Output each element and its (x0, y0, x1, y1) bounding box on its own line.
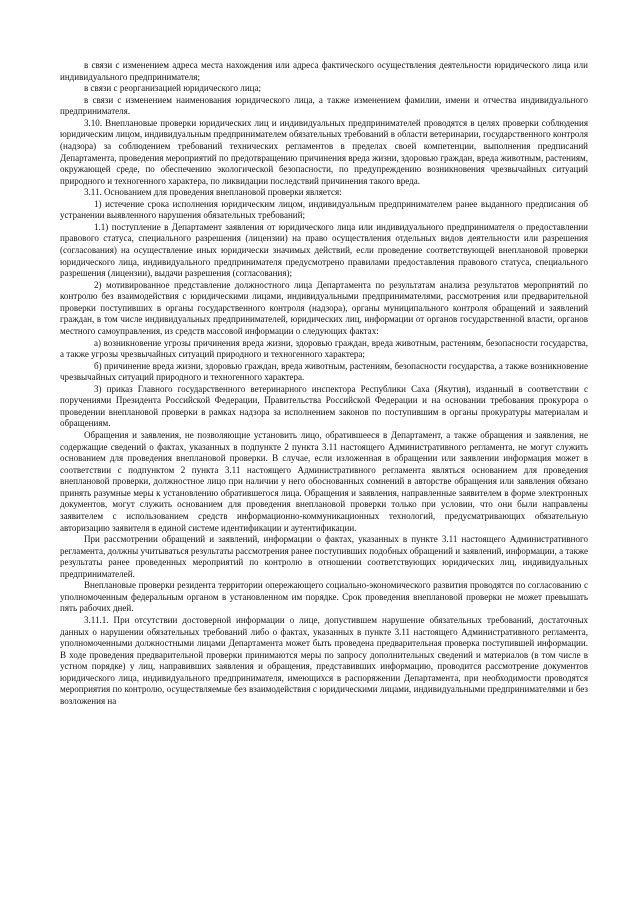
paragraph-appeals: Обращения и заявления, не позволяющие установить лицо, обратившееся в Департамент, а также обращения и заявления, не содержащие сведений о фактах, указанных в подпункте 2 пункта 3.11 настоящего Административного регламента, не могут служить основанием для проведения внеплановой проверки. В случае, если изложенная в обращении или заявлении информация может в соответствии с подпунктом 2 пункта 3.11 настоящего Административного регламента являться основанием для проведения внеплановой проверки, должностное лицо при наличии у него обоснованных сомнений в авторстве обращения или заявления обязано принять разумные меры к установлению обратившегося лица. Обращения и заявления, направленные заявителем в форме электронных документов, могут служить основанием для проведения внеплановой проверки только при условии, что они были направлены заявителем с использованием средств информационно-коммуникационных технологий, предусматривающих обязательную авторизацию заявителя в единой системе идентификации и аутентификации. (60, 430, 588, 533)
paragraph-item-2: 2) мотивированное представление должностного лица Департамента по результатам анализа результатов мероприятий по контролю без взаимодействия с юридическими лицами, индивидуальными предпринимателями, рассмотрения или предварительной проверки поступивших в органы государственного контроля (надзора), органы муниципального контроля обращений и заявлений граждан, в том числе индивидуальных предпринимателей, юридических лиц, информации от органов государственной власти, органов местного самоуправления, из средств массовой информации о следующих фактах: (60, 279, 588, 336)
paragraph-3-11-1: 3.11.1. При отсутствии достоверной информации о лице, допустившем нарушение обязательных требований, достаточных данных о нарушении обязательных требований либо о фактах, указанных в пункте 3.11 настоящего Административного регламента, уполномоченными должностными лицами Департамента может быть проведена предварительная проверка поступившей информации. В ходе проведения предварительной проверки принимаются меры по запросу дополнительных сведений и материалов (в том числе в устном порядке) у лиц, направивших заявления и обращения, представивших информацию, проводится рассмотрение документов юридического лица, индивидуального предпринимателя, имеющихся в распоряжении Департамента, при необходимости проводятся мероприятия по контролю, осуществляемые без взаимодействия с юридическими лицами, индивидуальными предпринимателями и без возложения на (60, 615, 588, 706)
paragraph-item-2a: а) возникновение угрозы причинения вреда жизни, здоровью граждан, вреда животным, растениям, безопасности государства, а также угрозы чрезвычайных ситуаций природного и техногенного характера; (60, 337, 588, 360)
paragraph-resident-checks: Внеплановые проверки резидента территории опережающего социально-экономического развития проводятся по согласованию с уполномоченным федеральным органом в установленном им порядке. Срок проведения внеплановой проверки не может превышать пять рабочих дней. (60, 580, 588, 614)
paragraph-item-2b: б) причинение вреда жизни, здоровью граждан, вреда животным, растениям, безопасности государства, а также возникновение чрезвычайных ситуаций природного и техногенного характера. (60, 360, 588, 383)
paragraph-item-1: 1) истечение срока исполнения юридическим лицом, индивидуальным предпринимателем ранее выданного предписания об устранении выявленного нарушения обязательных требований; (60, 198, 588, 221)
paragraph-reorganization: в связи с реорганизацией юридического лица; (84, 83, 262, 94)
paragraph-consideration: При рассмотрении обращений и заявлений, информации о фактах, указанных в пункте 3.11 настоящего Административного регламента, должны учитываться результаты рассмотрения ранее поступивших подобных обращений и заявлений, информации, а также результаты ранее проведенных мероприятий по контролю в отношении соответствующих юридических лиц, индивидуальных предпринимателей. (60, 534, 588, 579)
paragraph-3-10: 3.10. Внеплановые проверки юридических лиц и индивидуальных предпринимателей проводятся в целях проверки соблюдения юридическим лицом, индивидуальным предпринимателем обязательных требований в области ветеринарии, государственного контроля (надзора) за соблюдением требований технических регламентов в пределах своей компетенции, выполнения предписаний Департамента, проведения мероприятий по предотвращению причинения вреда жизни, здоровью граждан, вреда животным, растениям, окружающей среде, по обеспечению экологической безопасности, по предупреждению возникновения чрезвычайных ситуаций природного и техногенного характера, по ликвидации последствий причинения такого вреда. (60, 117, 588, 186)
document-page (60, 60, 588, 708)
paragraph-address-change: в связи с изменением адреса места нахождения или адреса фактического осуществления деятельности юридического лица или индивидуального предпринимателя; (60, 60, 588, 82)
paragraph-item-1-1: 1.1) поступление в Департамент заявления от юридического лица или индивидуального предпринимателя о предоставлении правового статуса, специального разрешения (лицензии) на право осуществления отдельных видов деятельности или разрешения (согласования) на осуществление иных юридически значимых действий, если проведение соответствующей внеплановой проверки юридического лица, индивидуального предпринимателя предусмотрено правилами предоставления правового статуса, специального разрешения (лицензии), выдачи разрешения (согласования); (60, 221, 588, 279)
paragraph-item-3: 3) приказ Главного государственного ветеринарного инспектора Республики Саха (Якутия), изданный в соответствии с поручениями Президента Российской Федерации, Правительства Российской Федерации и на основании требования прокурора о проведении внеплановой проверки в рамках надзора за исполнением законов по поступившим в органы прокуратуры материалам и обращениям. (60, 383, 588, 429)
paragraph-name-change: в связи с изменением наименования юридического лица, а также изменением фамилии, имени и отчества индивидуального предпринимателя. (60, 94, 588, 117)
paragraph-3-11: 3.11. Основанием для проведения внеплановой проверки является: (84, 187, 342, 198)
